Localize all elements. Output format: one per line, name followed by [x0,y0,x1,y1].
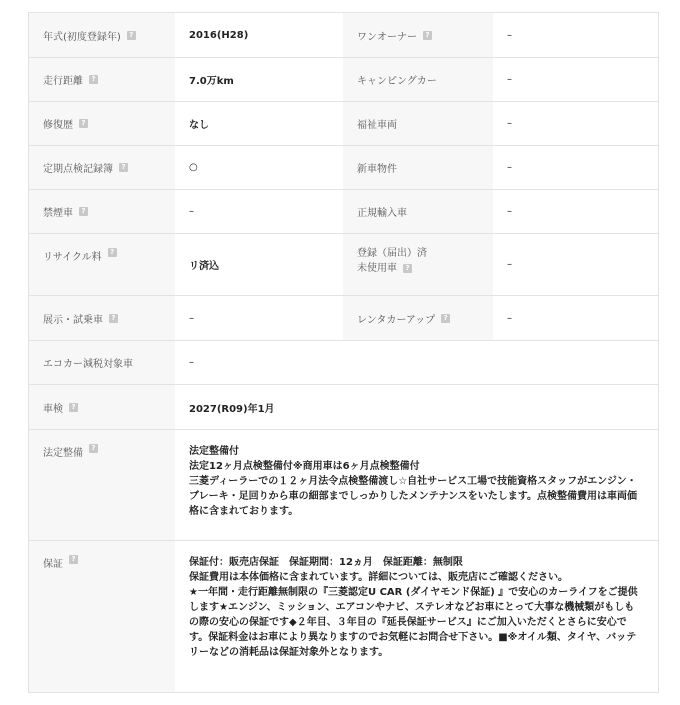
table-row [29,190,658,234]
label-text: 登録（届出）済 [357,248,427,259]
table-row [29,13,658,58]
value-line: 法定整備付 [189,446,239,457]
value-line: 保証付：販売店保証 保証期間：12ヵ月 保証距離：無制限 [189,557,463,568]
row-value: – [175,341,658,384]
row-label [29,190,175,233]
row-label [343,234,493,295]
table-row [29,341,658,385]
value-line: ★一年間・走行距離無制限の『三菱認定U CAR (ダイヤモンド保証) 』で安心のカーライフをご提供します★エンジン、ミッション、エアコンやナビ、ステレオなどお車にとって大事な機械類がもしもの際の安心の保証です◆２年目、３年目の『延長保証サービス』にご加入いただくとさらに安心です。保証料金はお車により異なりますのでお気軽にお問合せ下さい。■※オイル類、タイヤ、バッテリーなどの消耗品は保証対象外となります。 [189,587,638,658]
row-label [29,234,175,295]
help-icon[interactable]: ? [403,264,412,273]
help-icon[interactable]: ? [89,75,98,84]
value-line: 保証費用は本体価格に含まれています。詳細については、販売店にご確認ください。 [189,572,568,583]
table-row [29,102,658,146]
help-icon[interactable]: ? [69,555,78,564]
table-row [29,385,658,430]
vehicle-spec-table [28,12,659,693]
row-label: 正規輸入車 [343,190,493,233]
row-value: – [493,190,658,233]
label-text: 車検 [43,403,63,415]
table-row [29,430,658,541]
help-icon[interactable]: ? [127,31,136,40]
label-text: 年式(初度登録年) [43,31,121,43]
row-value: 2027(R09)年1月 [175,385,658,429]
help-icon[interactable]: ? [119,163,128,172]
row-label [29,102,175,145]
row-value: – [493,234,658,295]
label-text: 禁煙車 [43,208,73,219]
row-value: – [175,296,343,340]
row-value [175,430,658,540]
row-label: エコカー減税対象車 [29,341,175,384]
table-row [29,541,658,693]
row-label [29,296,175,340]
help-icon[interactable]: ? [79,207,88,216]
row-label [343,296,493,340]
row-value: – [493,58,658,101]
row-value: 7.0万km [175,58,343,101]
row-value: なし [175,102,343,145]
help-icon[interactable]: ? [89,444,98,453]
help-icon[interactable]: ? [79,119,88,128]
row-label: 新車物件 [343,146,493,189]
label-text: 法定整備 [43,448,83,459]
row-label: 福祉車両 [343,102,493,145]
table-row [29,58,658,102]
label-text: ワンオーナー [357,31,417,43]
label-text: 展示・試乗車 [43,314,103,326]
table-row [29,146,658,190]
value-line: 法定12ヶ月点検整備付※商用車は6ヶ月点検整備付 [189,461,420,472]
row-label [29,430,175,540]
table-row [29,296,658,341]
label-text: リサイクル料 [43,252,102,263]
row-value: – [493,146,658,189]
row-label [29,385,175,429]
row-label [29,13,175,57]
label-text: 走行距離 [43,76,83,87]
label-text: 定期点検記録簿 [43,164,113,175]
value-line: 三菱ディーラーでの１２ヶ月法令点検整備渡し☆自社サービス工場で技能資格スタッフがエンジン・ブレーキ・足回りから車の細部までしっかりしたメンテナンスをいたします。点検整備費用は車両価格に含まれております。 [189,476,637,517]
help-icon[interactable]: ? [108,248,117,257]
help-icon[interactable]: ? [69,403,78,412]
row-label [29,146,175,189]
help-icon[interactable]: ? [423,31,432,40]
row-label [29,58,175,101]
label-text: 修復歴 [43,120,73,131]
row-value: – [493,296,658,340]
table-row [29,234,658,296]
row-value: リ済込 [175,234,343,295]
row-label [343,13,493,57]
row-label [29,541,175,692]
row-value: ○ [175,146,343,189]
row-value [175,541,658,692]
row-value: – [175,190,343,233]
row-value: – [493,102,658,145]
label-text: 保証 [43,559,63,570]
label-text: レンタカーアップ [357,314,436,326]
label-text: 未使用車 ? [357,261,427,276]
help-icon[interactable]: ? [109,314,118,323]
help-icon[interactable]: ? [441,314,450,323]
row-label: キャンピングカー [343,58,493,101]
row-value: – [493,13,658,57]
row-value: 2016(H28) [175,13,343,57]
